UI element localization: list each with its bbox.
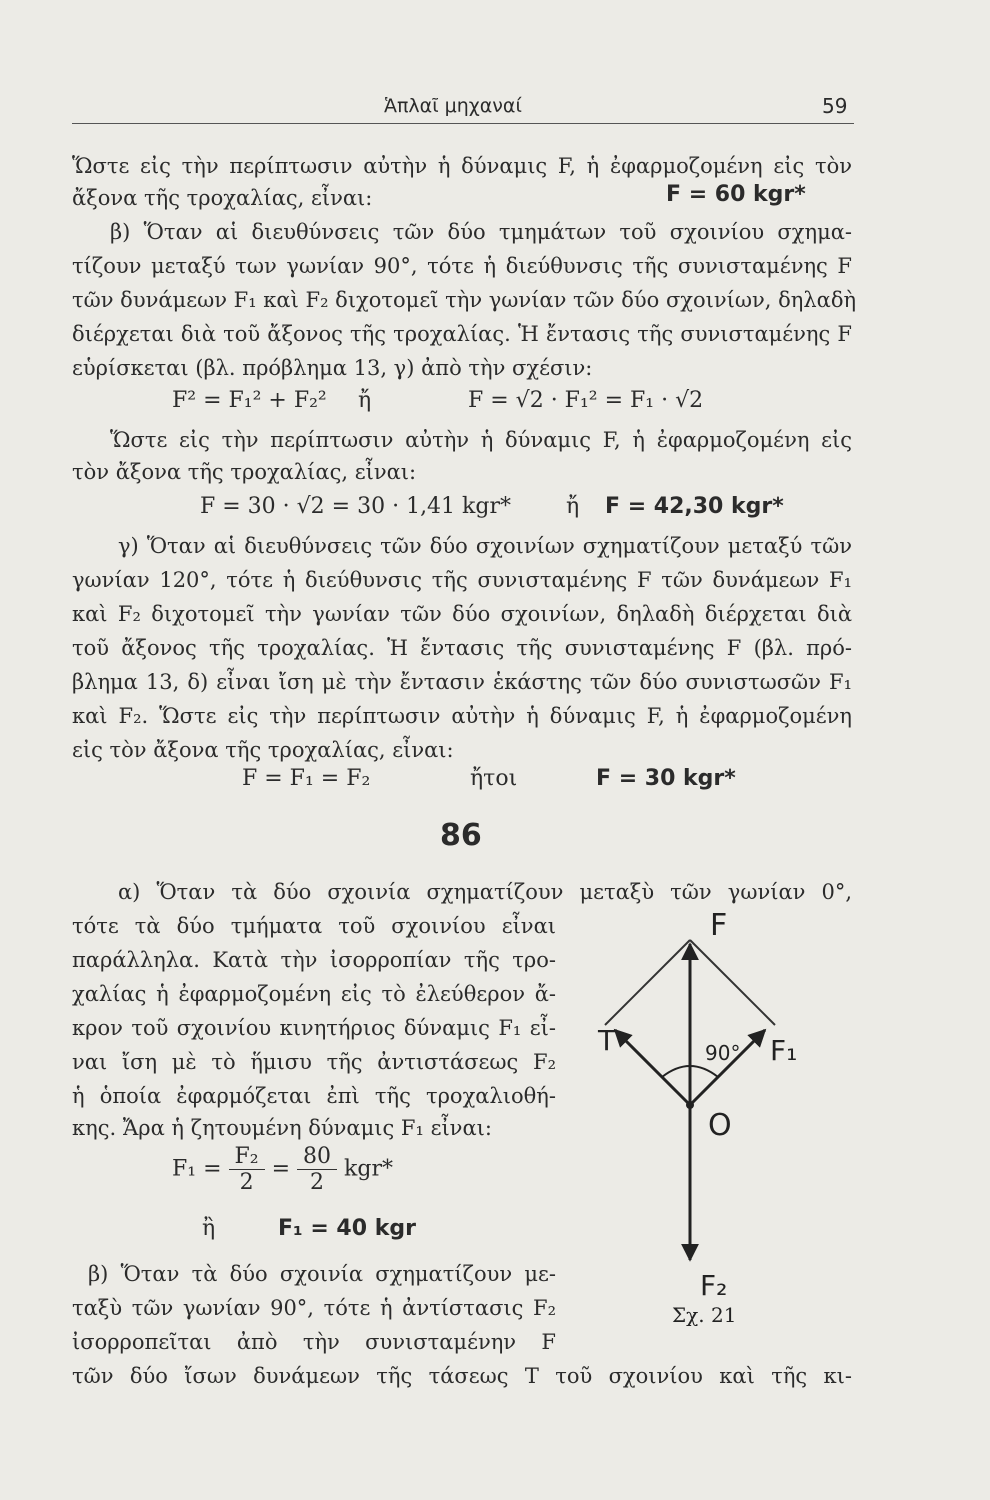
text-line: α) Ὅταν τὰ δύο σχοινία σχηματίζουν μεταξὺ τῶν γωνίαν 0°, — [118, 880, 852, 904]
equation-f60: F = 60 kgr* — [666, 182, 806, 207]
text-line: κης. Ἄρα ἡ ζητουμένη δύναμις F₁ εἶναι: — [72, 1116, 492, 1140]
text-line: τότε τὰ δύο τμήματα τοῦ σχοινίου εἶναι — [72, 914, 556, 938]
label-angle: 90° — [705, 1041, 741, 1065]
page-number: 59 — [822, 94, 848, 118]
text-line: ναι ἴση μὲ τὸ ἥμισυ τῆς ἀντιστάσεως F₂ — [72, 1050, 556, 1074]
text-line: ἄξονα τῆς τροχαλίας, εἶναι: — [72, 186, 373, 210]
text-line: γωνίαν 120°, τότε ἡ διεύθυνσις τῆς συνισταμένης F τῶν δυνάμεων F₁ — [72, 568, 852, 592]
label-o: O — [708, 1108, 732, 1143]
equation-or: ἢ — [202, 1216, 216, 1241]
force-diagram — [560, 910, 860, 1330]
text-line: γ) Ὅταν αἱ διευθύνσεις τῶν δύο σχοινίων σχηματίζουν μεταξύ τῶν — [118, 534, 852, 558]
text-line: β) Ὅταν αἱ διευθύνσεις τῶν δύο τμημάτων τοῦ σχοινίου σχημα- — [110, 220, 852, 244]
running-header: Ἁπλαῖ μηχαναί — [384, 95, 522, 117]
text-line: εἰς τὸν ἄξονα τῆς τροχαλίας, εἶναι: — [72, 738, 454, 762]
equation-fraction: F₁ = $\frac{\text{F₂}}{2}$ = $\frac{80}{2}$ kgr* — [172, 1144, 393, 1195]
equation-f40: F₁ = 40 kgr — [278, 1216, 416, 1241]
text-line: Ὥστε εἰς τὴν περίπτωσιν αὐτὴν ἡ δύναμις F, ἡ ἐφαρμοζομένη εἰς τὸν — [72, 154, 852, 178]
text-line: τοῦ ἄξονος τῆς τροχαλίας. Ἡ ἔντασις τῆς συνισταμένης F (βλ. πρό- — [72, 636, 852, 660]
label-f2: F₂ — [700, 1269, 728, 1302]
equation-or: ἤ — [358, 388, 372, 413]
equation-30-sqrt2: F = 30 · √2 = 30 · 1,41 kgr* — [200, 494, 511, 519]
text-line: βλημα 13, δ) εἶναι ἴση μὲ τὴν ἔντασιν ἑκάστης τῶν δύο συνιστωσῶν F₁ — [72, 670, 852, 694]
text-line: παράλληλα. Κατὰ τὴν ἰσορροπίαν τῆς τρο- — [72, 948, 556, 972]
text-line: εὑρίσκεται (βλ. πρόβλημα 13, γ) ἀπὸ τὴν σχέσιν: — [72, 356, 593, 380]
text-line: ἡ ὁποία ἐφαρμόζεται ἐπὶ τῆς τροχαλιοθή- — [72, 1084, 556, 1108]
parallelogram-edge-right — [690, 940, 775, 1025]
parallelogram-edge-left — [605, 940, 690, 1025]
text-line: χαλίας ἡ ἐφαρμοζομένη εἰς τὸ ἐλεύθερον ἄ- — [72, 982, 556, 1006]
text-line: τῶν δύο ἴσων δυνάμεων τῆς τάσεως T τοῦ σχοινίου καὶ τῆς κι- — [72, 1364, 852, 1388]
equation-pythagoras: F² = F₁² + F₂² — [172, 388, 327, 413]
text-line: β) Ὅταν τὰ δύο σχοινία σχηματίζουν με- — [88, 1262, 556, 1286]
equation-f30: F = 30 kgr* — [596, 766, 736, 791]
equation-equal-forces: F = F₁ = F₂ — [242, 766, 371, 791]
text-line: διέρχεται διὰ τοῦ ἄξονος τῆς τροχαλίας. Ἡ ἔντασις τῆς συνισταμένης F — [72, 322, 852, 346]
text-line: καὶ F₂. Ὥστε εἰς τὴν περίπτωσιν αὐτὴν ἡ δύναμις F, ἡ ἐφαρμοζομένη — [72, 704, 852, 728]
text-line: ἰσορροπεῖται ἀπὸ τὴν συνισταμένην F — [72, 1330, 556, 1354]
text-line: κρον τοῦ σχοινίου κινητήριος δύναμις F₁ εἶ- — [72, 1016, 556, 1040]
text-line: καὶ F₂ διχοτομεῖ τὴν γωνίαν τῶν δύο σχοινίων, δηλαδὴ διέρχεται διὰ — [72, 602, 852, 626]
header-rule — [72, 123, 854, 124]
figure-caption: Σχ. 21 — [672, 1303, 737, 1327]
text-line: τὸν ἄξονα τῆς τροχαλίας, εἶναι: — [72, 460, 417, 484]
text-line: Ὥστε εἰς τὴν περίπτωσιν αὐτὴν ἡ δύναμις F, ἡ ἐφαρμοζομένη εἰς — [110, 428, 852, 452]
equation-f4230: F = 42,30 kgr* — [605, 494, 784, 519]
origin-point — [686, 1101, 694, 1109]
equation-or: ἤ — [566, 494, 580, 519]
text-line: ταξὺ τῶν γωνίαν 90°, τότε ἡ ἀντίστασις F₂ — [72, 1296, 556, 1320]
label-f1: F₁ — [770, 1034, 798, 1067]
label-t: T — [598, 1024, 616, 1057]
text-line: τῶν δυνάμεων F₁ καὶ F₂ διχοτομεῖ τὴν γωνίαν τῶν δύο σχοινίων, δηλαδὴ — [72, 288, 857, 312]
section-number: 86 — [440, 818, 482, 853]
equation-sqrt: F = √2 · F₁² = F₁ · √2 — [468, 388, 704, 413]
text-line: τίζουν μεταξύ των γωνίαν 90°, τότε ἡ διεύθυνσις τῆς συνισταμένης F — [72, 254, 852, 278]
equation-itoi: ἤτοι — [470, 766, 518, 791]
label-f: F — [710, 910, 728, 943]
